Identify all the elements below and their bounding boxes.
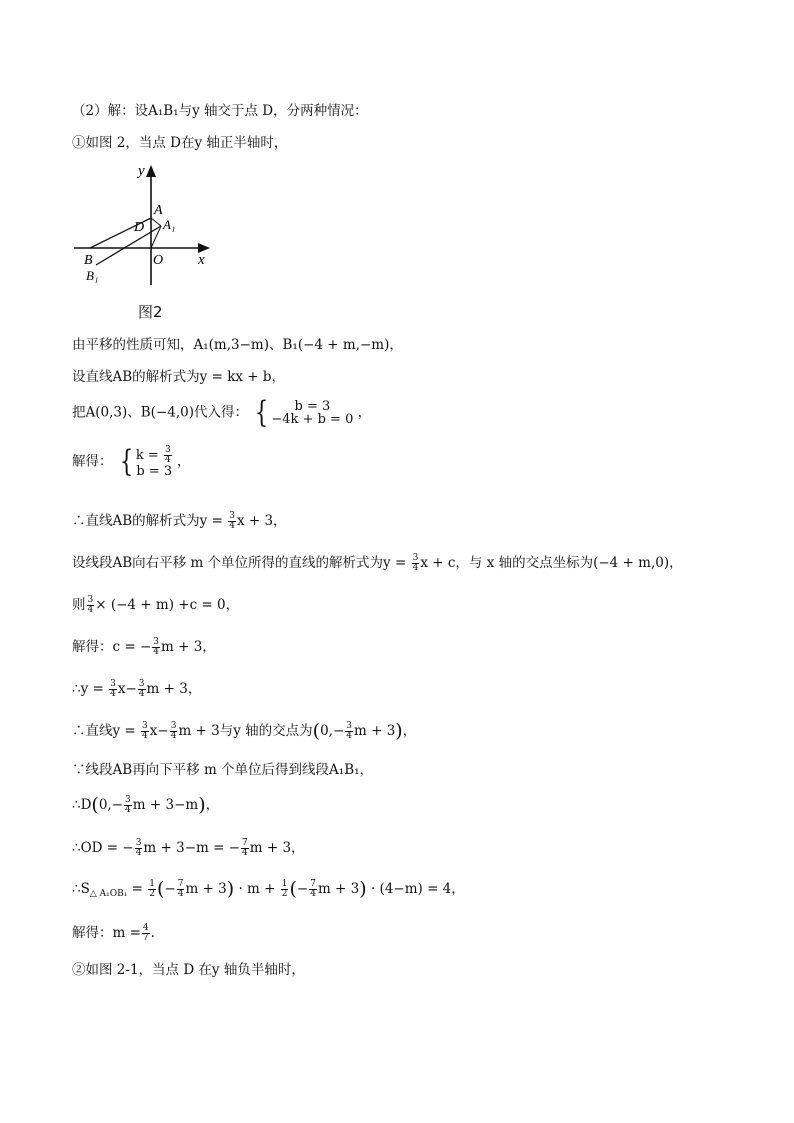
fraction-7-4: $\frac{7}{4}$ (242, 838, 248, 858)
label-D: D (134, 220, 145, 235)
figure-caption: 图2 (138, 303, 163, 321)
line-then: 则 $\frac{3}{4}$ × (−4 + m) +c = 0， (72, 595, 240, 615)
line-case-1: ①如图 2，当点 D在y 轴正半轴时， (72, 135, 288, 151)
line-set-ab: 设直线AB的解析式为y = kx + b， (72, 369, 286, 385)
line-shift-down: ∵线段AB再向下平移 m 个单位后得到线段A₁B₁， (72, 762, 374, 778)
fraction-1-2: $\frac{1}{2}$ (149, 879, 155, 899)
line-ab-expression: ∴直线AB的解析式为y = $\frac{3}{4}$ x + 3， (72, 511, 287, 531)
fraction-3-4: $\frac{3}{4}$ (170, 721, 177, 741)
fraction-3-4: $\frac{3}{4}$ (346, 721, 352, 741)
label-A: A (154, 203, 163, 218)
line-intro: （2）解：设A₁B₁与y 轴交于点 D，分两种情况： (72, 103, 368, 119)
line-solve-kb (72, 446, 190, 478)
line-y-intersection: ∴直线y = $\frac{3}{4}$ x− $\frac{3}{4}$ m + 3与y 轴的交点为(0,− $\frac{3}{4}$ m + 3)， (72, 720, 417, 742)
equation-system: { b = 3 −4k + b = 0 (255, 395, 354, 430)
line-translation-property: 由平移的性质可知，A₁(m,3−m)、B₁(−4 + m,−m)， (72, 337, 403, 353)
solution-eq-2: b = 3 (136, 464, 173, 479)
label-B: B (84, 253, 93, 268)
label-A1: A₁ (163, 217, 176, 232)
figure-2 (72, 160, 222, 295)
y-axis-arrow (146, 165, 156, 177)
line-solve-c: 解得：c = − $\frac{3}{4}$ m + 3， (72, 637, 216, 657)
fraction-3-4: $\frac{3}{4}$ (229, 511, 235, 531)
fraction-7-4: $\frac{7}{4}$ (177, 879, 184, 899)
line-shift-right: 设线段AB向右平移 m 个单位所得的直线的解析式为y = $\frac{3}{4}$ x + c，与 x 轴的交点坐标为(−4 + m,0)， (72, 553, 683, 573)
fraction-3-4: $\frac{3}{4}$ (87, 595, 94, 615)
line-area: $\therefore S_{\triangle A_1OB_1}$ = $\frac{1}{2}$ (− $\frac{7}{4}$ m + 3) · m + $\frac{1}{2}$ (− $\frac{7}{4}$ m + 3) · (4−m) = 4， (72, 878, 465, 900)
line-case-2: ②如图 2-1，当点 D 在y 轴负半轴时， (72, 962, 305, 978)
label-B1: B₁ (86, 268, 99, 283)
fraction-1-2: $\frac{1}{2}$ (281, 879, 288, 899)
substitute-text: 把A(0,3)、B(−4,0)代入得： (72, 404, 248, 421)
line-substitute (72, 395, 372, 430)
fraction-4-7: $\frac{4}{7}$ (142, 923, 149, 943)
line-y-expression: ∴y = $\frac{3}{4}$ x− $\frac{3}{4}$ m + 3， (72, 679, 202, 699)
label-x: x (198, 252, 205, 268)
solution-system: { k = $\frac{3}{4}$ b = 3 (119, 444, 173, 479)
fraction-3-4: $\frac{3}{4}$ (142, 721, 148, 741)
fraction-7-4: $\frac{7}{4}$ (310, 879, 316, 899)
fraction-3-4: $\frac{3}{4}$ (153, 637, 160, 657)
fraction-3-4: $\frac{3}{4}$ (138, 679, 145, 699)
line-point-d: ∴D(0,− $\frac{3}{4}$ m + 3−m)， (72, 794, 220, 816)
fraction-3-4: $\frac{3}{4}$ (135, 838, 142, 858)
fraction-3-4: $\frac{3}{4}$ (110, 679, 116, 699)
fraction-3-4: $\frac{3}{4}$ (412, 553, 419, 573)
line-solve-m: 解得：m = $\frac{4}{7}$ . (72, 923, 155, 943)
comma: ， (176, 453, 191, 470)
solve-label: 解得： (72, 453, 113, 470)
line-od: ∴OD = − $\frac{3}{4}$ m + 3−m = − $\frac{7}{4}$ m + 3， (72, 838, 305, 858)
solution-eq-1: k = $\frac{3}{4}$ (135, 445, 171, 465)
label-y: y (138, 163, 145, 179)
comma: ， (357, 404, 372, 421)
system-eq-2: −4k + b = 0 (271, 412, 354, 427)
segment-aa1 (151, 218, 161, 226)
label-O: O (153, 253, 164, 268)
fraction-3-4: $\frac{3}{4}$ (125, 795, 131, 815)
system-eq-1: b = 3 (294, 399, 331, 414)
